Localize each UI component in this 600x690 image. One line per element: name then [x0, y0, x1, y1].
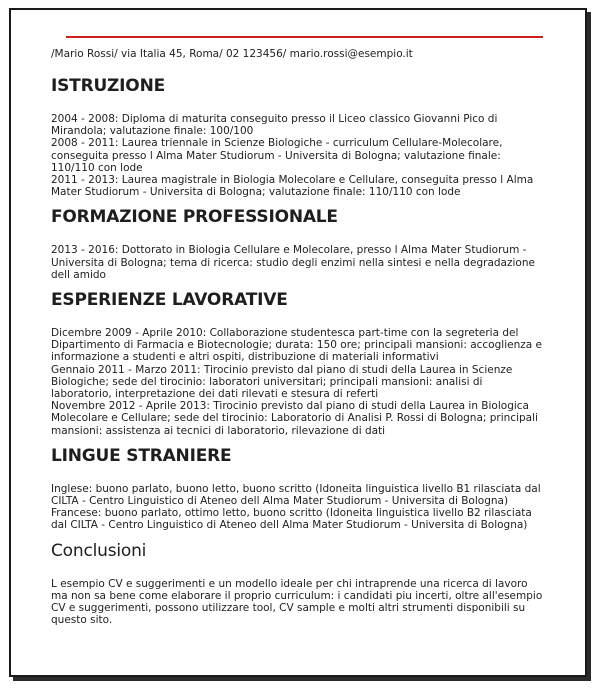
section-lingue-straniere: [51, 445, 543, 532]
section-heading: FORMAZIONE PROFESSIONALE: [51, 207, 338, 228]
conclusion-text: L esempio CV e suggerimenti e un modello ideale per chi intraprende una ricerca di lavoro ma non sa bene come elaborare il proprio curriculum: i candidati piu incerti, oltre all'esempio CV e suggerimenti, possono utilizzare tool, CV sample e molti altri strumenti disponibili su questo sito.: [51, 577, 543, 627]
cv-document-frame: [9, 8, 587, 677]
training-entry: 2013 - 2016: Dottorato in Biologia Cellulare e Molecolare, presso l Alma Mater Studiorum - Universita di Bologna; tema di ricerca: studio degli enzimi nella sintesi e nella degradazione dell amido: [51, 244, 535, 281]
work-entry: Dicembre 2009 - Aprile 2010: Collaborazione studentesca part-time con la segreteria del Dipartimento di Farmacia e Biotecnologie; durata: 150 ore; principali mansioni: accoglienza e informazione a studenti e altri ospiti, distribuzione di materiali informativi: [51, 327, 542, 364]
work-entry: Gennaio 2011 - Marzo 2011: Tirocinio previsto dal piano di studi della Laurea in Scienze Biologiche; sede del tirocinio: laboratori universitari; principali mansioni: analisi di laboratorio, interpretazione dei dati rilevati e stesura di referti: [51, 363, 513, 401]
language-entry: Inglese: buono parlato, buono letto, buono scritto (Idoneita linguistica livello B1 rilasciata dal CILTA - Centro Linguistico di Ateneo dell Alma Mater Studiorum - Universita di Bologna): [51, 482, 541, 508]
section-heading: ESPERIENZE LAVORATIVE: [51, 290, 288, 311]
education-entry: 2011 - 2013: Laurea magistrale in Biologia Molecolare e Cellulare, conseguita presso l Alma Mater Studiorum - Universita di Bologna; valutazione finale: 110/110 con lode: [51, 174, 534, 199]
work-entry: Novembre 2012 - Aprile 2013: Tirocinio previsto dal piano di studi della Laurea in Biologica Molecolare e Cellulare; sede del tirocinio: Laboratorio di Analisi P. Rossi di Bologna; principali mansioni: assistenza ai tecnici di laboratorio, rilevazione di dati: [51, 400, 538, 437]
contact-line: /Mario Rossi/ via Italia 45, Roma/ 02 123456/ mario.rossi@esempio.it: [51, 48, 413, 60]
section-heading: ISTRUZIONE: [51, 76, 166, 96]
education-entry: 2004 - 2008: Diploma di maturita conseguito presso il Liceo classico Giovanni Pico di Mirandola; valutazione finale: 100/100: [51, 113, 498, 138]
language-entry: Francese: buono parlato, ottimo letto, buono scritto (Idoneita linguistica livello B2 rilasciata dal CILTA - Centro Linguistico di Ateneo dell Alma Mater Studiorum - Universita di Bologna): [51, 507, 532, 532]
section-esperienze-lavorative: [51, 289, 543, 437]
education-entry: 2008 - 2011: Laurea triennale in Scienze Biologiche - curriculum Cellulare-Molecolare, conseguita presso l Alma Mater Studiorum - Universita di Bologna; valutazione finale: 110/110 con lode: [51, 137, 503, 174]
section-conclusioni: [51, 540, 543, 627]
section-formazione-professionale: [51, 206, 543, 281]
header-accent-line: [66, 36, 543, 38]
section-heading: Conclusioni: [51, 540, 147, 561]
cv-page: [51, 36, 543, 634]
section-istruzione: [51, 75, 543, 198]
section-heading: LINGUE STRANIERE: [51, 445, 232, 466]
